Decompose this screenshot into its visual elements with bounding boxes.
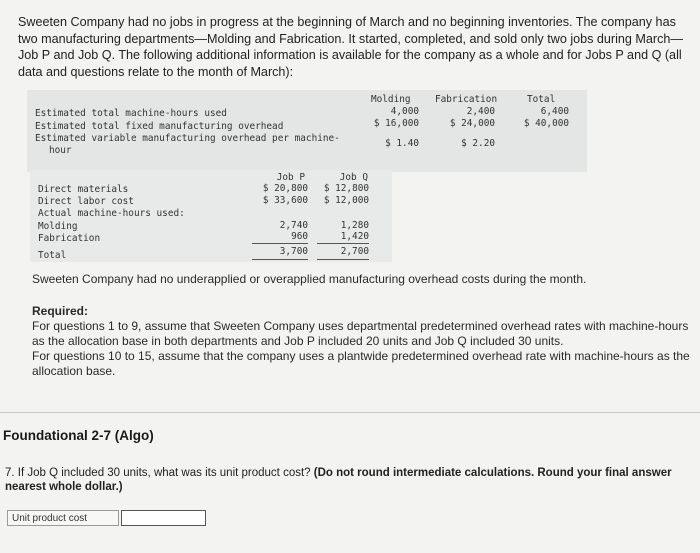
question-7 (5, 466, 695, 494)
job-costs-table (30, 170, 392, 262)
unit-product-cost-input[interactable] (121, 510, 206, 526)
overhead-estimates-table (27, 90, 587, 172)
header-fabrication: Fabrication (435, 94, 498, 105)
row-label-direct-materials: Direct materials (38, 184, 129, 195)
cell-total-fixed: $ 40,000 (523, 118, 569, 129)
question-instruction: (Do not round intermediate calculations. Round your final answer (313, 467, 672, 479)
row-label-total: Total (38, 250, 67, 261)
subtotal-rule-p (252, 243, 308, 244)
cell-molding-variable: $ 1.40 (385, 138, 419, 149)
total-rule-q (317, 259, 369, 260)
answer-label: Unit product cost (7, 510, 119, 526)
overhead-note: Sweeten Company had no underapplied or overapplied manufacturing overhead costs during the month. (32, 272, 587, 286)
header-molding: Molding (371, 94, 411, 105)
problem-intro: Sweeten Company had no jobs in progress at the beginning of March and no beginning inventories. The company has two manufacturing departments—Molding and Fabrication. It started, completed, and sold only two jobs during March—Job P and Job Q. The following additional information is available for the company as a whole and for Jobs P and Q (all data and questions relate to the month of March): (18, 15, 684, 79)
row-label-variable-overhead: Estimated variable manufacturing overhead per machine- (35, 133, 340, 144)
cell-fabrication-hours: 2,400 (466, 106, 495, 117)
required-section (32, 304, 692, 379)
row-label-fixed-overhead: Estimated total fixed manufacturing overhead (35, 121, 284, 132)
row-label-direct-labor: Direct labor cost (38, 196, 134, 207)
header-total: Total (527, 94, 556, 105)
cell-molding-fixed: $ 16,000 (373, 118, 419, 129)
question-instruction-cont: nearest whole dollar.) (5, 481, 123, 493)
cell-p-molding: 2,740 (279, 220, 308, 231)
cell-q-fabrication: 1,420 (340, 231, 369, 242)
total-rule-p (252, 259, 308, 260)
section-divider (0, 412, 700, 413)
cell-q-labor: $ 12,000 (323, 195, 369, 206)
cell-p-total: 3,700 (279, 246, 308, 257)
cell-molding-hours: 4,000 (390, 106, 419, 117)
cell-q-materials: $ 12,800 (323, 183, 369, 194)
row-label-fabrication: Fabrication (38, 233, 101, 244)
row-label-variable-overhead-cont: hour (49, 145, 72, 156)
header-job-p: Job P (276, 172, 305, 183)
cell-q-total: 2,700 (340, 246, 369, 257)
cell-q-molding: 1,280 (340, 220, 369, 231)
subtotal-rule-q (317, 243, 369, 244)
required-instructions-10-15: For questions 10 to 15, assume that the company uses a plantwide predetermined overhead rate with machine-hours as the allocation base. (32, 349, 690, 378)
required-title: Required: (32, 304, 89, 318)
required-instructions-1-9: For questions 1 to 9, assume that Sweeten Company uses departmental predetermined overhead rates with machine-hours as the allocation base in both departments and Job P included 20 units and Job Q included 30 units. (32, 319, 689, 348)
row-label-machine-hours-heading: Actual machine-hours used: (38, 208, 185, 219)
question-text: 7. If Job Q included 30 units, what was its unit product cost? (5, 467, 314, 479)
cell-p-labor: $ 33,600 (262, 195, 308, 206)
row-label-machine-hours: Estimated total machine-hours used (35, 108, 227, 119)
section-title: Foundational 2-7 (Algo) (3, 428, 154, 443)
cell-total-hours: 6,400 (540, 106, 569, 117)
header-job-q: Job Q (339, 172, 368, 183)
row-label-molding: Molding (38, 221, 78, 232)
cell-p-fabrication: 960 (291, 231, 308, 242)
cell-fabrication-variable: $ 2.20 (461, 138, 495, 149)
cell-fabrication-fixed: $ 24,000 (449, 118, 495, 129)
cell-p-materials: $ 20,800 (262, 183, 308, 194)
